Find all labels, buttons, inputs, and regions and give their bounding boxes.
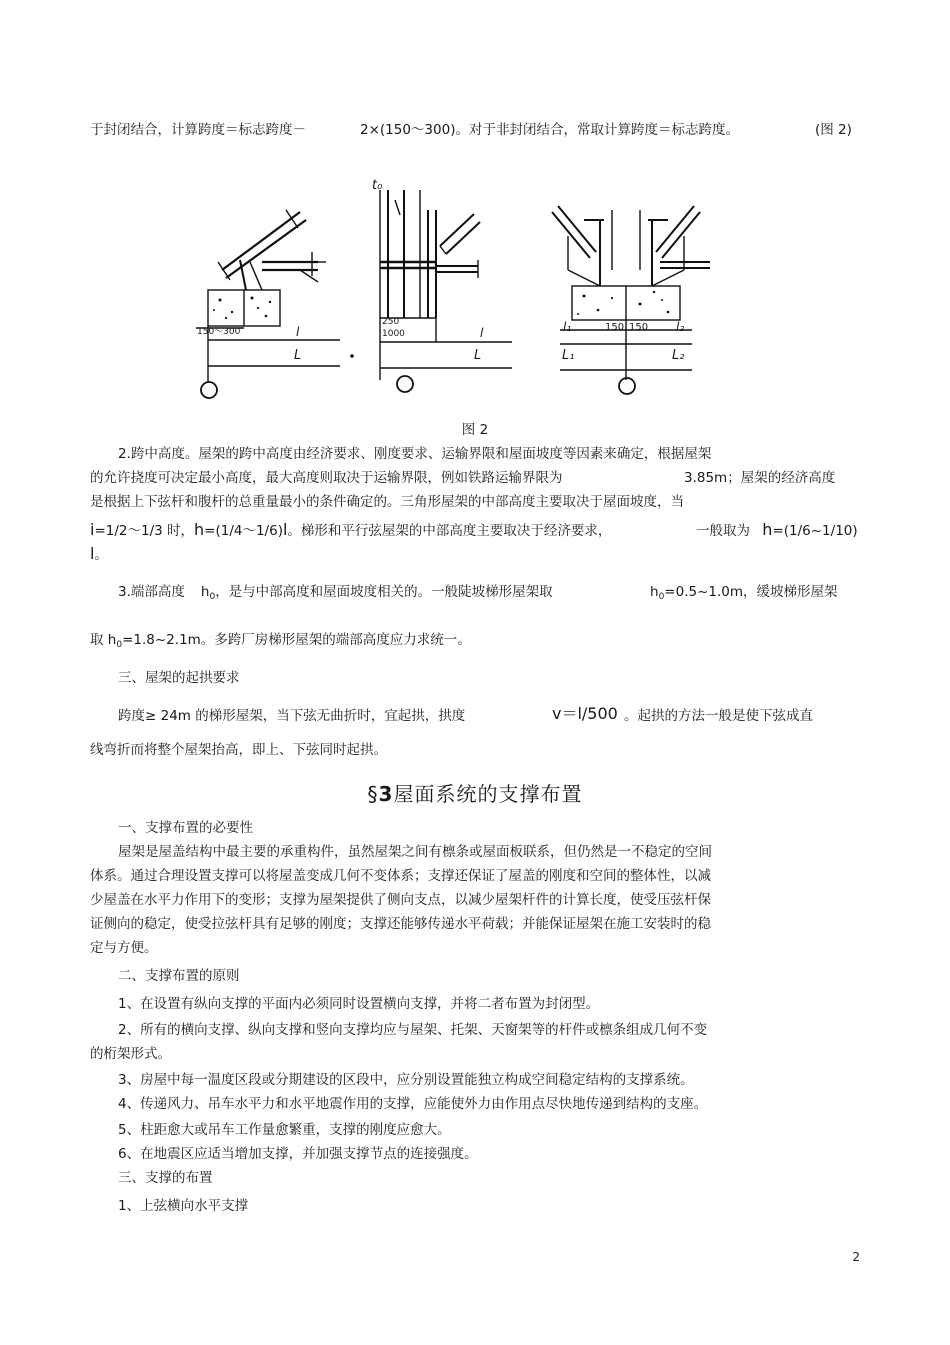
- right-l1-label: l₁: [563, 320, 572, 334]
- camber-line1c: 。起拱的方法一般是使下弦成直: [624, 708, 813, 724]
- left-l-label: l: [296, 325, 300, 339]
- para2-line5: l。: [90, 544, 108, 563]
- right-dim-150b: 150: [629, 322, 649, 333]
- bracing-subtitle-3: 三、支撑的布置: [118, 1170, 213, 1186]
- intro-text-a: 于封闭结合，计算跨度＝标志跨度－: [90, 122, 306, 138]
- bracing-subtitle-1: 一、支撑布置的必要性: [118, 820, 253, 836]
- middle-support-detail: [380, 190, 512, 392]
- right-L1-label: L₁: [562, 348, 575, 363]
- para2-line2b: 3.85m；屋架的经济高度: [684, 470, 836, 486]
- middle-L-label: L: [474, 348, 482, 363]
- right-l2-label: l₂: [676, 320, 685, 334]
- para2-line4-right: 一般取为 h=(1/6~1/10): [696, 520, 858, 539]
- intro-figure-ref: (图 2): [815, 122, 852, 138]
- left-support-detail: [196, 210, 340, 398]
- bracing-para-line-1: 屋架是屋盖结构中最主要的承重构件，虽然屋架之间有檩条或屋面板联系，但仍然是一不稳定的空间: [118, 844, 712, 860]
- middle-top-label: t₀: [372, 178, 383, 193]
- para3-line1-right: $h_0=0.5\sim 1.0m$，缓坡梯形屋架: [650, 584, 838, 602]
- bracing-para-line-4: 证侧向的稳定，使受拉弦杆具有足够的刚度；支撑还能够传递水平荷载；并能保证屋架在施工安装时的稳: [90, 916, 711, 932]
- rule-3: 3、房屋中每一温度区段或分期建设的区段中，应分别设置能独立构成空间稳定结构的支撑系统。: [118, 1072, 694, 1088]
- bracing-subtitle-2: 二、支撑布置的原则: [118, 968, 240, 984]
- rule-6: 6、在地震区应适当增加支撑，并加强支撑节点的连接强度。: [118, 1146, 478, 1162]
- bracing-para-line-5: 定与方便。: [90, 940, 158, 956]
- rule-1: 1、在设置有纵向支撑的平面内必须同时设置横向支撑，并将二者布置为封闭型。: [118, 996, 600, 1012]
- rule-2b: 的桁架形式。: [90, 1046, 171, 1062]
- left-dim-label: 150～300: [197, 327, 241, 337]
- middle-dim-250: 250: [382, 317, 400, 327]
- middle-dim-1000: 1000: [382, 329, 405, 339]
- section-camber-title: 三、屋架的起拱要求: [118, 670, 240, 686]
- figure-caption: 图 2: [461, 422, 489, 438]
- right-support-detail: [552, 206, 710, 394]
- para2-line1: 2.跨中高度。屋架的跨中高度由经济要求、刚度要求、运输界限和屋面坡度等因素来确定，根据屋架: [118, 446, 712, 462]
- intro-text-b: 2×(150～300)。对于非封闭结合，常取计算跨度＝标志跨度。: [360, 122, 739, 138]
- para2-line4: i=1/2～1/3 时，h=(1/4～1/6)l。梯形和平行弦屋架的中部高度主要取决于经济要求，: [90, 520, 612, 539]
- para3-line1: 3.端部高度 $h_0$，是与中部高度和屋面坡度相关的。一般陡坡梯形屋架取: [118, 584, 553, 602]
- page-number: 2: [852, 1250, 860, 1264]
- bracing-para-line-3: 少屋盖在水平力作用下的变形；支撑为屋架提供了侧向支点，以减少屋架杆件的计算长度，使受压弦杆保: [90, 892, 711, 908]
- middle-l-label: l: [480, 326, 484, 340]
- para2-line3: 是根据上下弦杆和腹杆的总重量最小的条件确定的。三角形屋架的中部高度主要取决于屋面坡度，当: [90, 494, 684, 510]
- camber-line2: 线弯折而将整个屋架抬高，即上、下弦同时起拱。: [90, 742, 387, 758]
- bracing-subtitle-3-1: 1、上弦横向水平支撑: [118, 1198, 249, 1214]
- para2-line2a: 的允许挠度可决定最小高度，最大高度则取决于运输界限，例如铁路运输界限为: [90, 470, 563, 486]
- section-heading: §3屋面系统的支撑布置: [367, 782, 583, 806]
- bracing-para-line-2: 体系。通过合理设置支撑可以将屋盖变成几何不变体系；支撑还保证了屋盖的刚度和空间的整体性，以减: [90, 868, 711, 884]
- left-L-label: L: [294, 348, 302, 363]
- camber-line1a: 跨度≥ 24m 的梯形屋架，当下弦无曲折时，宜起拱，拱度: [118, 708, 466, 724]
- right-L2-label: L₂: [672, 348, 685, 363]
- rule-4: 4、传递风力、吊车水平力和水平地震作用的支撑，应能使外力由作用点尽快地传递到结构的支座。: [118, 1096, 708, 1112]
- camber-formula: v＝l/500: [552, 704, 618, 723]
- para3-line2: 取 $h_0=1.8\sim 2.1m$。多跨厂房梯形屋架的端部高度应力求统一。: [90, 632, 471, 650]
- right-dim-150a: 150: [605, 322, 625, 333]
- rule-5: 5、柱距愈大或吊车工作量愈繁重，支撑的刚度应愈大。: [118, 1122, 451, 1138]
- rule-2a: 2、所有的横向支撑、纵向支撑和竖向支撑均应与屋架、托架、天窗架等的杆件或檩条组成几何不变: [118, 1022, 708, 1038]
